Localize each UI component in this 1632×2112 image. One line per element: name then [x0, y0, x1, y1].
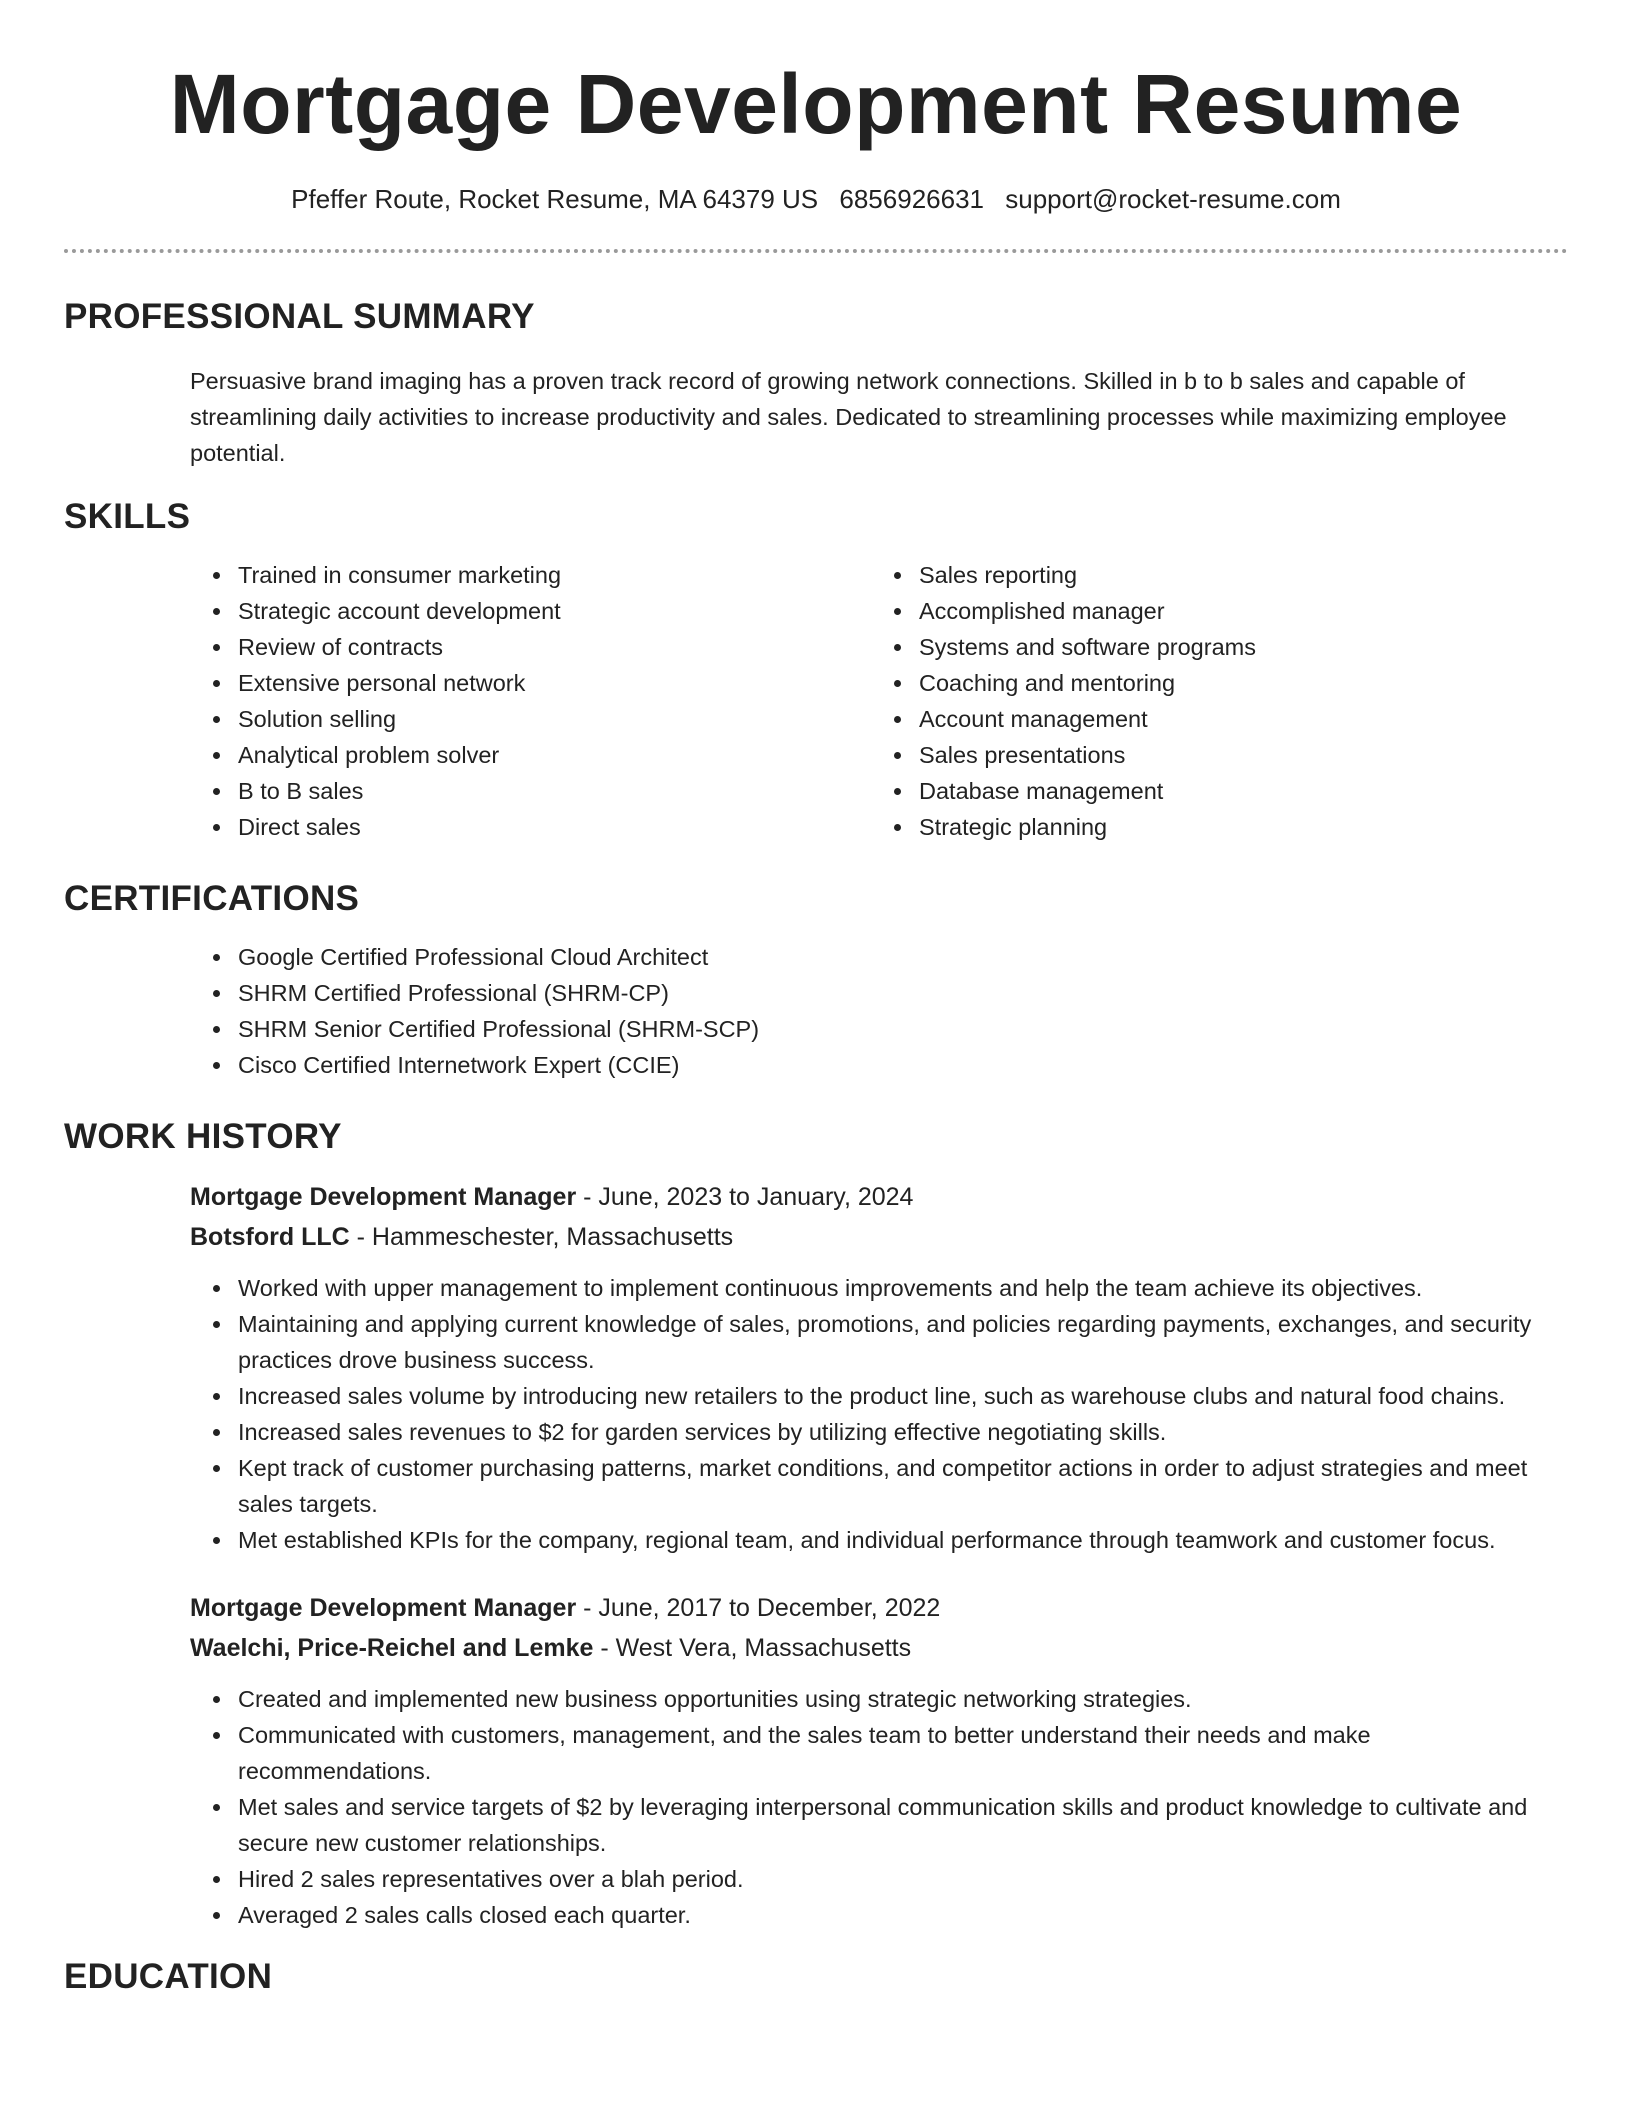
job-company-line: [190, 1628, 1568, 1668]
contact-email: support@rocket-resume.com: [1005, 184, 1341, 214]
skill-item: • B to B sales: [234, 773, 887, 809]
skills-heading: SKILLS: [64, 497, 191, 536]
job-title-line: [190, 1588, 1568, 1628]
job-duties-list: [64, 1270, 1568, 1558]
job-duty-item: • Worked with upper management to implement continuous improvements and help the team achieve its objectives.: [234, 1270, 1568, 1306]
summary-heading: PROFESSIONAL SUMMARY: [64, 297, 535, 336]
job-location: - Hammeschester, Massachusetts: [349, 1223, 734, 1251]
skill-item: • Trained in consumer marketing: [234, 557, 887, 593]
certification-item: • SHRM Certified Professional (SHRM-CP): [234, 975, 1568, 1011]
skills-list-right: [887, 557, 1568, 845]
header-divider: [64, 249, 1568, 253]
skill-item: • Sales reporting: [915, 557, 1568, 593]
skill-item: • Extensive personal network: [234, 665, 887, 701]
certification-item: • Google Certified Professional Cloud Architect: [234, 939, 1568, 975]
skills-grid: [64, 557, 1568, 845]
work-history-heading: WORK HISTORY: [64, 1117, 342, 1156]
certification-item: • SHRM Senior Certified Professional (SHRM-SCP): [234, 1011, 1568, 1047]
skill-item: • Systems and software programs: [915, 629, 1568, 665]
job-title-line: [190, 1177, 1568, 1217]
job-company: Waelchi, Price-Reichel and Lemke: [190, 1634, 594, 1662]
certifications-heading: CERTIFICATIONS: [64, 879, 360, 918]
skill-item: • Accomplished manager: [915, 593, 1568, 629]
job-company-line: [190, 1217, 1568, 1257]
job-duty-item: • Averaged 2 sales calls closed each quarter.: [234, 1897, 1568, 1933]
contact-phone: 6856926631: [839, 184, 984, 214]
skill-item: • Strategic planning: [915, 809, 1568, 845]
job-entry: [64, 1177, 1568, 1558]
job-duties-list: [64, 1681, 1568, 1933]
skill-item: • Direct sales: [234, 809, 887, 845]
job-duty-item: • Increased sales volume by introducing new retailers to the product line, such as warehouse clubs and natural food chains.: [234, 1378, 1568, 1414]
job-dates: - June, 2023 to January, 2024: [576, 1183, 914, 1211]
job-duty-item: • Created and implemented new business opportunities using strategic networking strategies.: [234, 1681, 1568, 1717]
education-heading: EDUCATION: [64, 1957, 273, 1996]
skill-item: • Analytical problem solver: [234, 737, 887, 773]
skill-item: • Solution selling: [234, 701, 887, 737]
job-duty-item: • Communicated with customers, management, and the sales team to better understand their needs and make recommendations.: [234, 1717, 1568, 1789]
skill-item: • Review of contracts: [234, 629, 887, 665]
certifications-list: [64, 939, 1568, 1083]
summary-text: Persuasive brand imaging has a proven track record of growing network connections. Skilled in b to b sales and capable of streamlining daily activities to increase productivity and sales. Dedicated to streamlining processes while maximizing employee potential.: [190, 368, 1507, 466]
job-company: Botsford LLC: [190, 1223, 350, 1251]
job-title: Mortgage Development Manager: [190, 1183, 577, 1211]
skill-item: • Strategic account development: [234, 593, 887, 629]
job-duty-item: • Hired 2 sales representatives over a blah period.: [234, 1861, 1568, 1897]
certification-item: • Cisco Certified Internetwork Expert (CCIE): [234, 1047, 1568, 1083]
job-location: - West Vera, Massachusetts: [593, 1634, 912, 1662]
job-duty-item: • Maintaining and applying current knowledge of sales, promotions, and policies regarding payments, exchanges, and security practices drove business success.: [234, 1306, 1568, 1378]
job-duty-item: • Increased sales revenues to $2 for garden services by utilizing effective negotiating skills.: [234, 1414, 1568, 1450]
job-dates: - June, 2017 to December, 2022: [576, 1594, 941, 1622]
job-duty-item: • Kept track of customer purchasing patterns, market conditions, and competitor actions in order to adjust strategies and meet sales targets.: [234, 1450, 1568, 1522]
job-title: Mortgage Development Manager: [190, 1594, 577, 1622]
skill-item: • Database management: [915, 773, 1568, 809]
job-duty-item: • Met established KPIs for the company, regional team, and individual performance through teamwork and customer focus.: [234, 1522, 1568, 1558]
contact-line: [64, 184, 1568, 215]
skill-item: • Coaching and mentoring: [915, 665, 1568, 701]
job-duty-item: • Met sales and service targets of $2 by leveraging interpersonal communication skills and product knowledge to cultivate and secure new customer relationships.: [234, 1789, 1568, 1861]
job-entry: [64, 1588, 1568, 1933]
resume-title: Mortgage Development Resume: [169, 57, 1463, 151]
skill-item: • Account management: [915, 701, 1568, 737]
resume-page: [64, 0, 1568, 1997]
skills-list-left: [64, 557, 887, 845]
contact-address: Pfeffer Route, Rocket Resume, MA 64379 US: [291, 184, 819, 214]
skill-item: • Sales presentations: [915, 737, 1568, 773]
